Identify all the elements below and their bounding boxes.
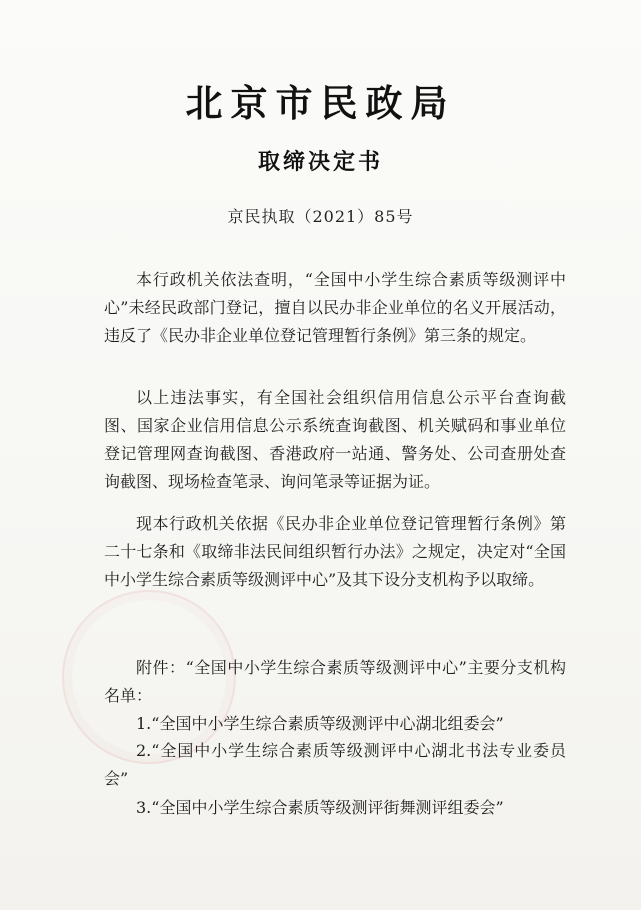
attachment-item-3: 3.“全国中小学生综合素质等级测评街舞测评组委会” bbox=[136, 798, 504, 817]
agency-title: 北京市民政局 bbox=[185, 82, 456, 125]
document-number: 京民执取（2021）85号 bbox=[227, 207, 414, 226]
document-type-title: 取缔决定书 bbox=[257, 150, 383, 175]
attachment-item-2: 2.“全国中小学生综合素质等级测评中心湖北书法专业委员会” bbox=[104, 741, 566, 788]
paragraph-findings: 本行政机关依法查明，“全国中小学生综合素质等级测评中心”未经民政部门登记，擅自以民办非企业单位的名义开展活动，违反了《民办非企业单位登记管理暂行条例》第三条的规定。 bbox=[104, 270, 566, 345]
attachment-item-1: 1.“全国中小学生综合素质等级测评中心湖北组委会” bbox=[136, 714, 504, 733]
paragraph-evidence: 以上违法事实，有全国社会组织信用信息公示平台查询截图、国家企业信用信息公示系统查询截图、机关赋码和事业单位登记管理网查询截图、香港政府一站通、警务处、公司查册处查询截图、现场检查笔录、询问笔录等证据为证。 bbox=[104, 388, 566, 491]
paragraph-decision: 现本行政机关依据《民办非企业单位登记管理暂行条例》第二十七条和《取缔非法民间组织暂行办法》之规定，决定对“全国中小学生综合素质等级测评中心”及其下设分支机构予以取缔。 bbox=[104, 514, 566, 589]
attachment-intro: 附件：“全国中小学生综合素质等级测评中心”主要分支机构名单： bbox=[104, 658, 566, 705]
